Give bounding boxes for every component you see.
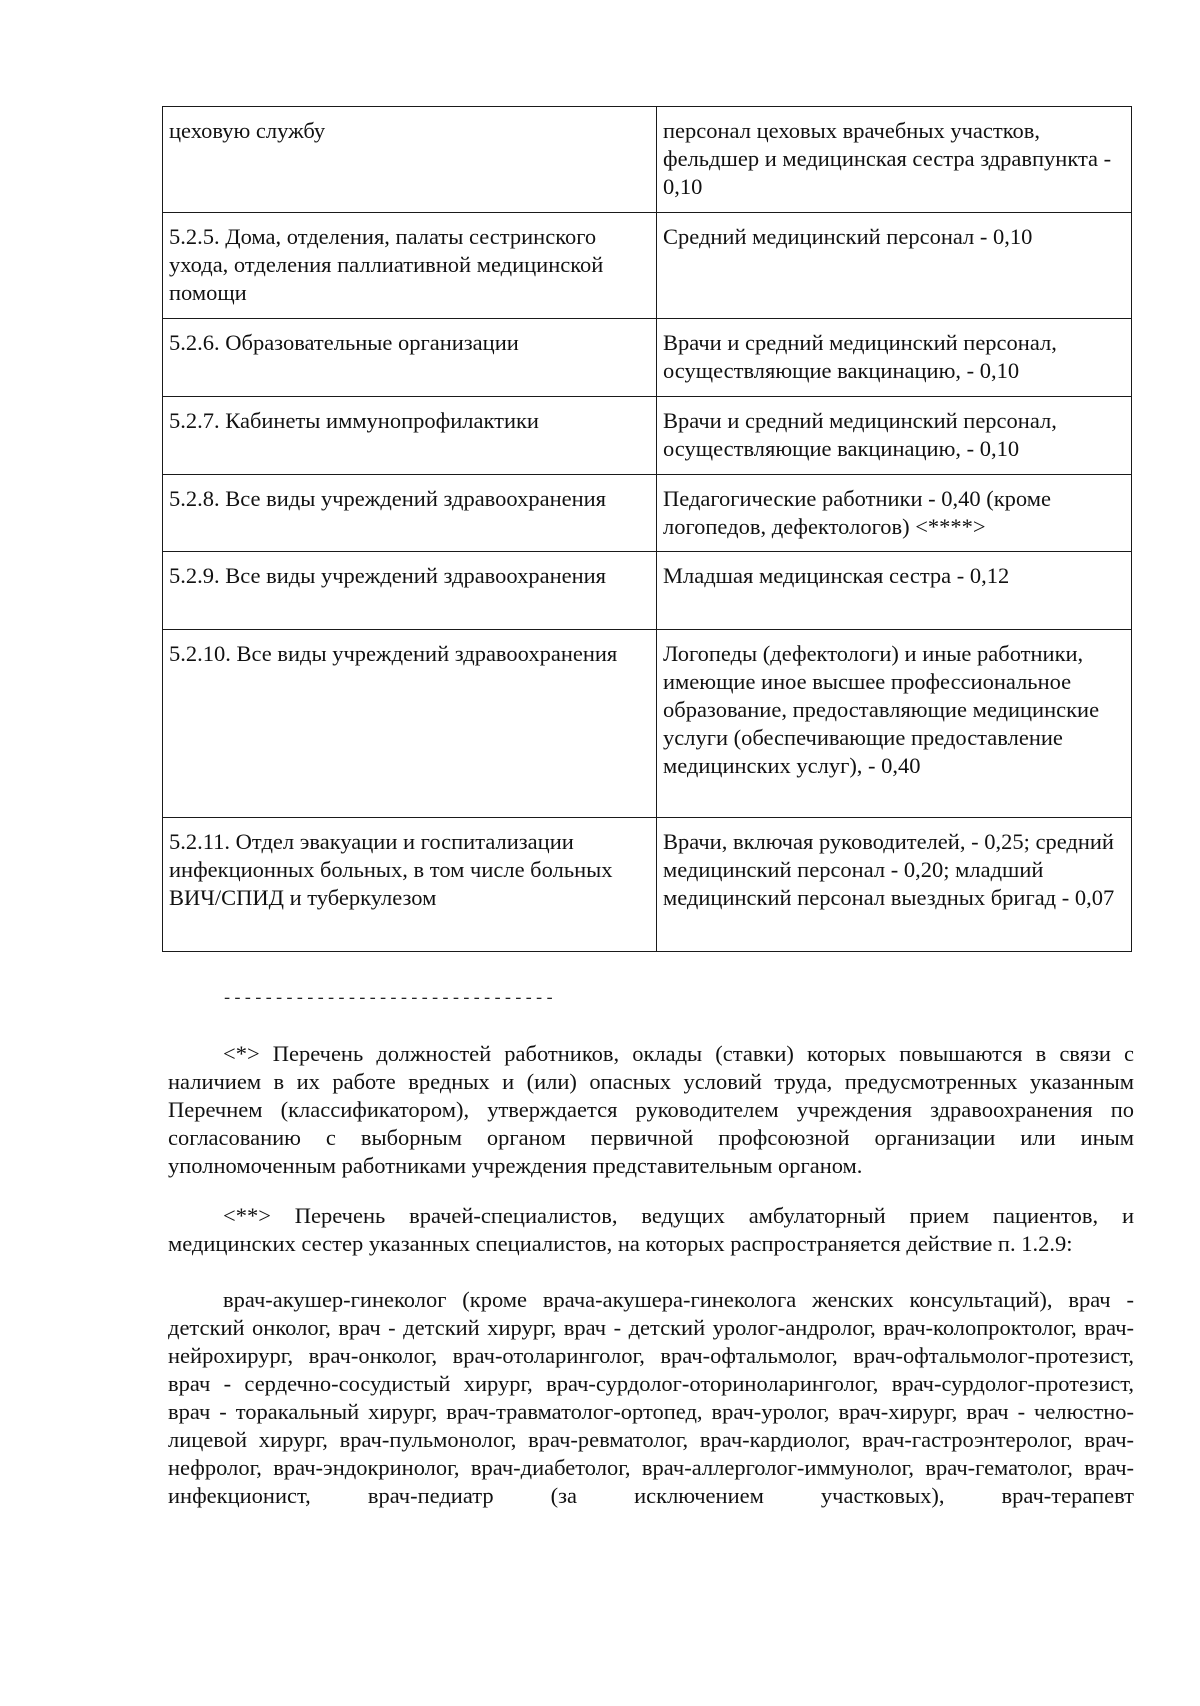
institution-cell: 5.2.8. Все виды учреждений здравоохранения (163, 475, 657, 552)
institution-cell: 5.2.11. Отдел эвакуации и госпитализации инфекционных больных, в том числе больных ВИЧ/СПИД и туберкулезом (163, 818, 657, 952)
staff-allowance-cell: Логопеды (дефектологи) и иные работники, имеющие иное высшее профессиональное образование, предоставляющие медицинские услуги (обеспечивающие предоставление медицинских услуг), - 0,40 (657, 630, 1132, 818)
allowance-table (162, 106, 1132, 952)
institution-cell: 5.2.10. Все виды учреждений здравоохранения (163, 630, 657, 818)
staff-allowance-cell: Младшая медицинская сестра - 0,12 (657, 552, 1132, 630)
staff-allowance-cell: Врачи, включая руководителей, - 0,25; средний медицинский персонал - 0,20; младший медицинский персонал выездных бригад - 0,07 (657, 818, 1132, 952)
staff-allowance-cell: персонал цеховых врачебных участков, фельдшер и медицинская сестра здравпункта - 0,10 (657, 107, 1132, 213)
staff-allowance-cell: Врачи и средний медицинский персонал, осуществляющие вакцинацию, - 0,10 (657, 319, 1132, 397)
institution-cell: 5.2.7. Кабинеты иммунопрофилактики (163, 397, 657, 475)
table-row (163, 475, 1132, 552)
table-row (163, 213, 1132, 319)
staff-allowance-cell: Средний медицинский персонал - 0,10 (657, 213, 1132, 319)
table-row (163, 552, 1132, 630)
footnote-separator: -------------------------------- (222, 990, 555, 1009)
institution-cell: 5.2.6. Образовательные организации (163, 319, 657, 397)
staff-allowance-cell: Врачи и средний медицинский персонал, осуществляющие вакцинацию, - 0,10 (657, 397, 1132, 475)
institution-cell: цеховую службу (163, 107, 657, 213)
institution-cell: 5.2.9. Все виды учреждений здравоохранения (163, 552, 657, 630)
footnote-2: <**> Перечень врачей-специалистов, ведущих амбулаторный прием пациентов, и медицинских сестер указанных специалистов, на которых распространяется действие п. 1.2.9: (168, 1203, 1134, 1256)
staff-allowance-cell: Педагогические работники - 0,40 (кроме логопедов, дефектологов) <****> (657, 475, 1132, 552)
footnotes (168, 1040, 1134, 1532)
footnote-1: <*> Перечень должностей работников, оклады (ставки) которых повышаются в связи с наличием в их работе вредных и (или) опасных условий труда, предусмотренных указанным Перечнем (классификатором), утверждается руководителем учреждения здравоохранения по согласованию с выборным органом первичной профсоюзной организации или иным уполномоченным работниками учреждения представительным органом. (168, 1041, 1134, 1178)
table-row (163, 397, 1132, 475)
institution-cell: 5.2.5. Дома, отделения, палаты сестринского ухода, отделения паллиативной медицинской помощи (163, 213, 657, 319)
table-row (163, 818, 1132, 952)
table-row (163, 630, 1132, 818)
table-row (163, 107, 1132, 213)
table-row (163, 319, 1132, 397)
specialist-list: врач-акушер-гинеколог (кроме врача-акушера-гинеколога женских консультаций), врач - детский онколог, врач - детский хирург, врач - детский уролог-андролог, врач-колопроктолог, врач-нейрохирург, врач-онколог, врач-отоларинголог, врач-офтальмолог, врач-офтальмолог-протезист, врач - сердечно-сосудистый хирург, врач-сурдолог-оториноларинголог, врач-сурдолог-протезист, врач - торакальный хирург, врач-травматолог-ортопед, врач-уролог, врач-хирург, врач - челюстно-лицевой хирург, врач-пульмонолог, врач-ревматолог, врач-кардиолог, врач-гастроэнтеролог, врач-нефролог, врач-эндокринолог, врач-диабетолог, врач-аллерголог-иммунолог, врач-гематолог, врач-инфекционист, врач-педиатр (за исключением участковых), врач-терапевт (168, 1287, 1134, 1508)
